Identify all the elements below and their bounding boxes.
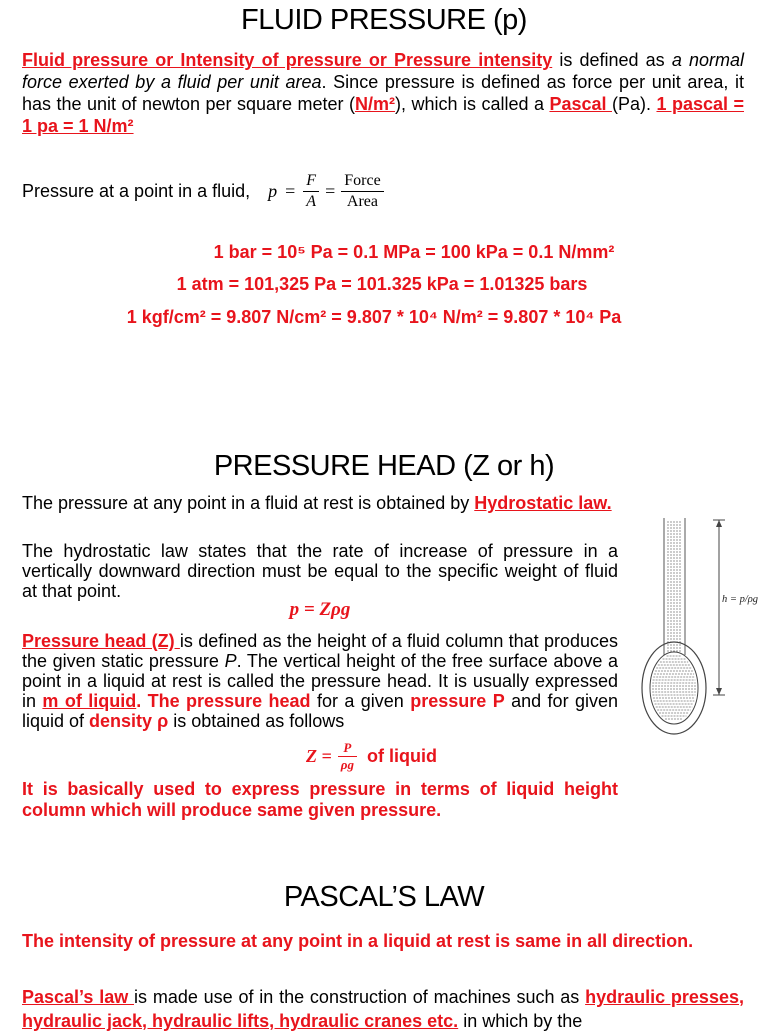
conversion-kgf: 1 kgf/cm² = 9.807 N/cm² = 9.807 * 10⁴ N/m² = 9.807 * 10⁴ Pa [126, 307, 622, 327]
pressure-head-definition: Pressure head (Z) is defined as the height of a fluid column that produces the given static pressure P. The vertical height of the free surface above a point in a liquid at rest is called the pressure head. It is usually expressed in m of liquid. The pressure head for a given pressure P and for given liquid of density ρ is obtained as follows [22, 631, 619, 731]
unit-nm2: N/m² [355, 94, 395, 114]
definition-term: Fluid pressure or Intensity of pressure or Pressure intensity [22, 50, 553, 70]
head-label: h = p/ρg [722, 594, 759, 605]
fraction-f-over-a: $\frac{F}{A}$ [303, 171, 319, 212]
pascal-term: Pascal [549, 94, 612, 114]
pressure-head-term: Pressure head (Z) [22, 631, 180, 651]
liquid-column [667, 522, 682, 651]
bulb-liquid [652, 656, 696, 719]
conversion-bar: 1 bar = 10⁵ Pa = 0.1 MPa = 100 kPa = 0.1 N/mm² [213, 242, 615, 262]
hydrostatic-statement: The hydrostatic law states that the rate of increase of pressure in a vertically downward direction must be equal to the specific weight of fluid at that point. [22, 541, 618, 601]
fluid-pressure-definition: Fluid pressure or Intensity of pressure or Pressure intensity is defined as a normal force exerted by a fluid per unit area. Since pressure is defined as force per unit area, it has the unit of newton per square meter (N/m²), which is called a Pascal (Pa). 1 pascal = 1 pa = 1 N/m² [22, 50, 745, 136]
hydrostatic-law-term: Hydrostatic law. [474, 493, 612, 513]
pressure-head-usage: It is basically used to express pressure in terms of liquid height column which will produce same given pressure. [22, 779, 618, 820]
fraction-force-over-area: $\frac{\text{Force}}{\text{Area}}$ [341, 171, 383, 212]
piezometer-figure [638, 500, 764, 750]
pascals-law-term: Pascal’s law [22, 987, 135, 1007]
hydraulic-machines: hydraulic presses, hydraulic jack, hydraulic lifts, hydraulic cranes etc. [22, 987, 744, 1031]
pascal-equation: 1 pascal = 1 pa = 1 N/m² [22, 94, 744, 136]
section-title-fluid-pressure: FLUID PRESSURE (p) [241, 4, 527, 36]
m-of-liquid: m of liquid [42, 691, 137, 711]
pascals-law-applications: Pascal’s law is made use of in the construction of machines such as hydraulic presses, hydraulic jack, hydraulic lifts, hydraulic cranes etc. in which by the [22, 987, 744, 1031]
hydrostatic-intro: The pressure at any point in a fluid at rest is obtained by Hydrostatic law. [22, 493, 612, 513]
section-title-pascals-law: PASCAL’S LAW [283, 881, 485, 913]
pascals-law-statement: The intensity of pressure at any point in a liquid at rest is same in all direction. [22, 931, 694, 951]
pressure-at-point-row: Pressure at a point in a fluid, p = $\frac{F}{A}$ = $\frac{\text{Force}}{\text{Area}}$ [22, 168, 384, 214]
pressure-at-point-label: Pressure at a point in a fluid, [22, 180, 251, 201]
conversion-atm: 1 atm = 101,325 Pa = 101.325 kPa = 1.01325 bars [176, 274, 588, 294]
hydrostatic-formula: p = Zρg [289, 599, 351, 620]
section-title-pressure-head: PRESSURE HEAD (Z or h) [213, 450, 555, 482]
definition-italic: a normal force exerted by a fluid per unit area [22, 50, 744, 92]
pressure-head-formula: Z = $\frac{P}{\rho g}$ of liquid [306, 739, 437, 772]
